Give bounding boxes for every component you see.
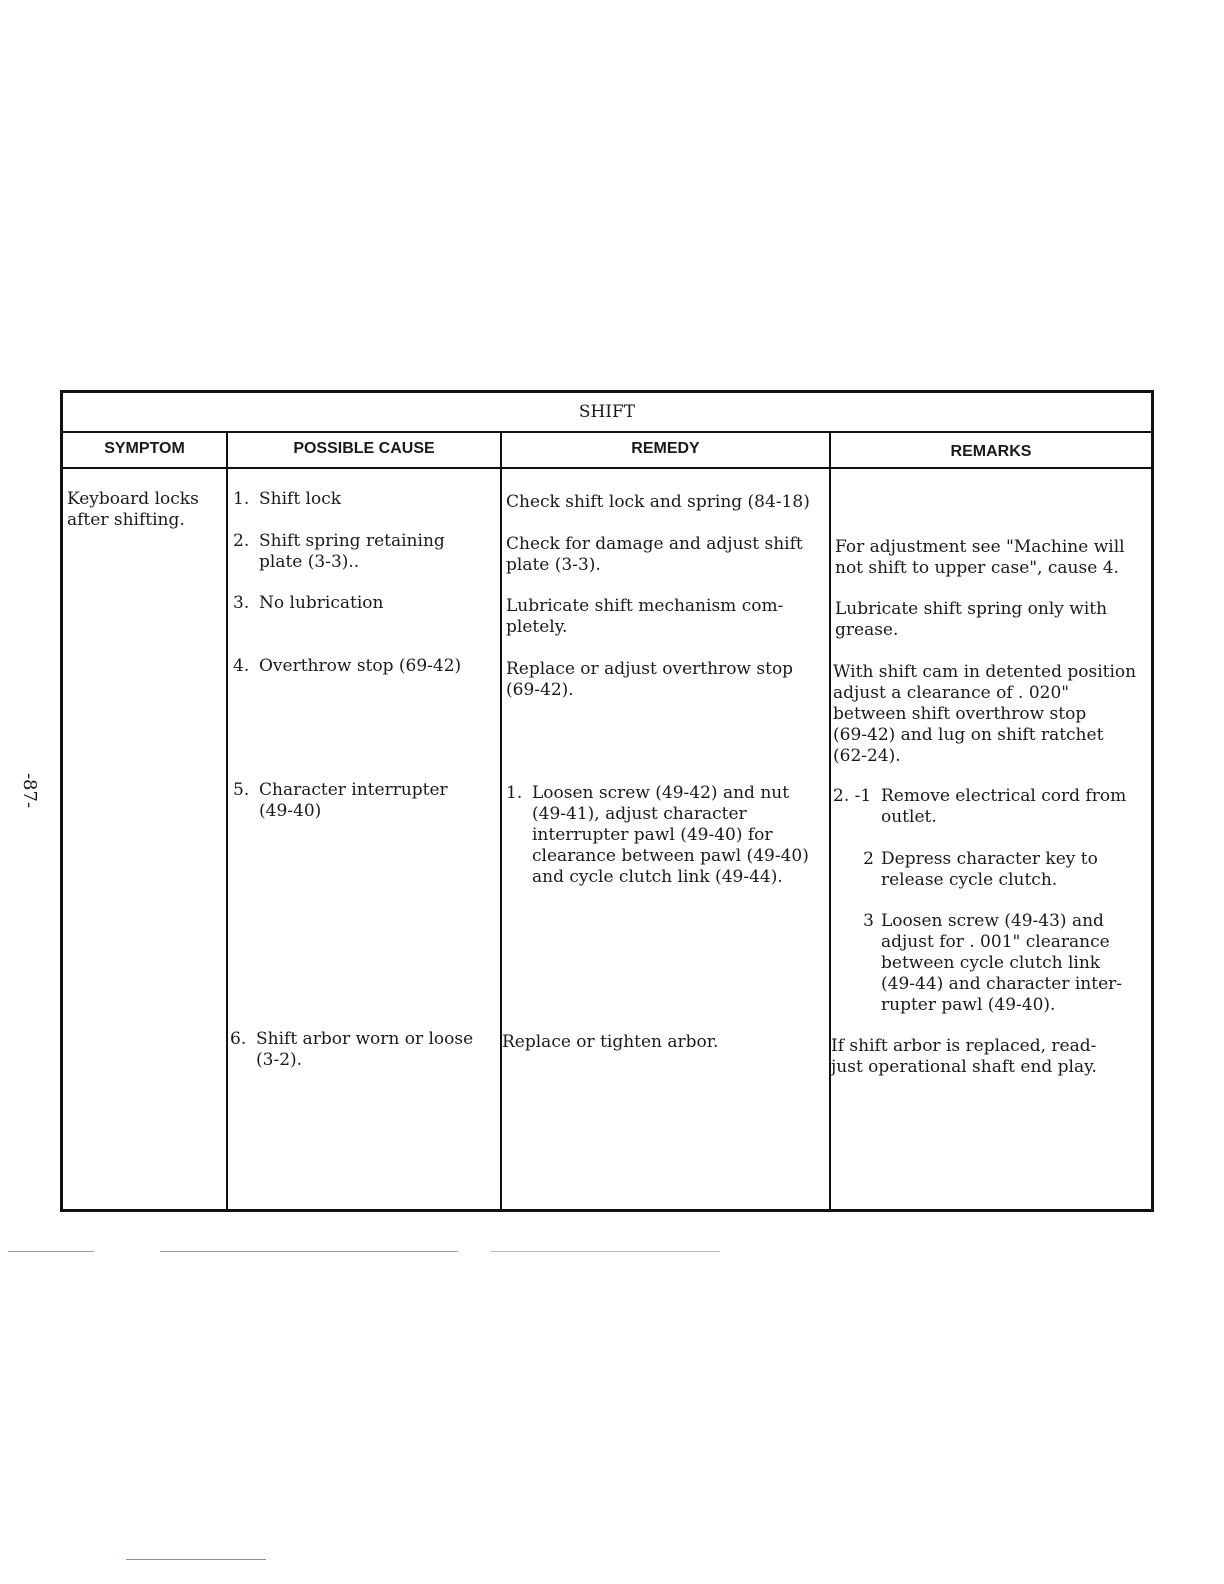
remark-number: 2. -1 xyxy=(833,786,872,806)
cause-text: No lubrication xyxy=(259,593,384,613)
remark-text: (62-24). xyxy=(833,746,901,766)
remark-text: (69-42) and lug on shift ratchet xyxy=(833,725,1104,745)
cause-number: 3. xyxy=(233,593,250,613)
cause-item xyxy=(233,593,383,614)
remark-item xyxy=(833,849,1098,891)
scan-artifact-line xyxy=(8,1251,94,1252)
column-divider xyxy=(226,431,228,1209)
cause-number: 5. xyxy=(233,780,250,800)
cause-item xyxy=(233,531,445,573)
cause-text: Shift arbor worn or loose xyxy=(256,1029,474,1049)
remark-item xyxy=(835,537,1125,579)
remedy-text: Loosen screw (49-42) and nut xyxy=(532,783,790,803)
remedy-text: (49-41), adjust character xyxy=(532,804,747,824)
cause-text: (3-2). xyxy=(256,1050,303,1070)
remark-item xyxy=(831,1036,1097,1078)
cause-text: Shift lock xyxy=(259,489,342,509)
remark-number: 3 xyxy=(863,911,874,931)
remark-text: between cycle clutch link xyxy=(881,953,1101,973)
cause-text: plate (3-3).. xyxy=(259,552,360,572)
symptom-line: after shifting. xyxy=(67,510,185,530)
remedy-item xyxy=(506,783,809,888)
remedy-item xyxy=(506,596,783,638)
remark-text: With shift cam in detented position xyxy=(833,662,1137,682)
cause-item xyxy=(233,780,448,822)
remark-text: grease. xyxy=(835,620,899,640)
remark-item xyxy=(833,662,1136,767)
remedy-text: pletely. xyxy=(506,617,568,637)
remedy-item xyxy=(506,659,793,701)
remedy-text: clearance between pawl (49-40) xyxy=(532,846,809,866)
cause-text: Overthrow stop (69-42) xyxy=(259,656,462,676)
remark-text: For adjustment see "Machine will xyxy=(835,537,1125,557)
remedy-text: (69-42). xyxy=(506,680,574,700)
cause-number: 2. xyxy=(233,531,250,551)
symptom-line: Keyboard locks xyxy=(67,489,199,509)
remark-item xyxy=(833,911,1122,1016)
remark-item xyxy=(833,786,1126,828)
remark-text: Remove electrical cord from xyxy=(881,786,1127,806)
cause-text: (49-40) xyxy=(259,801,322,821)
remedy-text: and cycle clutch link (49-44). xyxy=(532,867,783,887)
remark-text: adjust for . 001" clearance xyxy=(881,932,1110,952)
remark-text: outlet. xyxy=(881,807,937,827)
cause-item xyxy=(233,656,461,677)
cause-text: Shift spring retaining xyxy=(259,531,445,551)
remedy-text: Lubricate shift mechanism com- xyxy=(506,596,784,616)
remedy-text: Replace or tighten arbor. xyxy=(502,1032,719,1052)
remark-text: rupter pawl (49-40). xyxy=(881,995,1056,1015)
remark-text: (49-44) and character inter- xyxy=(881,974,1123,994)
cause-number: 1. xyxy=(233,489,250,509)
header-symptom: SYMPTOM xyxy=(104,440,185,457)
remark-text: not shift to upper case", cause 4. xyxy=(835,558,1119,578)
shift-troubleshooting-table xyxy=(60,390,1154,1212)
remark-text: Loosen screw (49-43) and xyxy=(881,911,1104,931)
remedy-item xyxy=(506,492,810,513)
scan-artifact-line xyxy=(160,1251,458,1252)
remark-text: Lubricate shift spring only with xyxy=(835,599,1108,619)
cause-text: Character interrupter xyxy=(259,780,448,800)
page-number: -87- xyxy=(19,772,41,809)
symptom-cell xyxy=(67,489,199,531)
cause-number: 4. xyxy=(233,656,250,676)
scan-artifact-line xyxy=(490,1251,720,1252)
remedy-item xyxy=(506,534,803,576)
cause-item xyxy=(230,1029,473,1071)
header-remarks: REMARKS xyxy=(950,443,1032,460)
remedy-item xyxy=(502,1032,718,1053)
remark-text: release cycle clutch. xyxy=(881,870,1058,890)
cause-item xyxy=(233,489,341,510)
remedy-text: Check shift lock and spring (84-18) xyxy=(506,492,810,512)
remedy-text: Replace or adjust overthrow stop xyxy=(506,659,794,679)
remedy-text: interrupter pawl (49-40) for xyxy=(532,825,773,845)
remark-number: 2 xyxy=(863,849,874,869)
header-possible-cause: POSSIBLE CAUSE xyxy=(293,440,435,457)
scan-artifact-line xyxy=(126,1559,266,1560)
header-remedy: REMEDY xyxy=(631,440,700,457)
cause-number: 6. xyxy=(230,1029,247,1049)
table-title: SHIFT xyxy=(63,393,1151,433)
column-divider xyxy=(829,431,831,1209)
remark-item xyxy=(835,599,1107,641)
column-divider xyxy=(500,431,502,1209)
remark-text: just operational shaft end play. xyxy=(831,1057,1097,1077)
remedy-number: 1. xyxy=(506,783,523,803)
remark-text: Depress character key to xyxy=(881,849,1098,869)
remark-text: adjust a clearance of . 020" xyxy=(833,683,1070,703)
remark-text: If shift arbor is replaced, read- xyxy=(831,1036,1097,1056)
remedy-text: Check for damage and adjust shift xyxy=(506,534,803,554)
remark-text: between shift overthrow stop xyxy=(833,704,1087,724)
remedy-text: plate (3-3). xyxy=(506,555,601,575)
